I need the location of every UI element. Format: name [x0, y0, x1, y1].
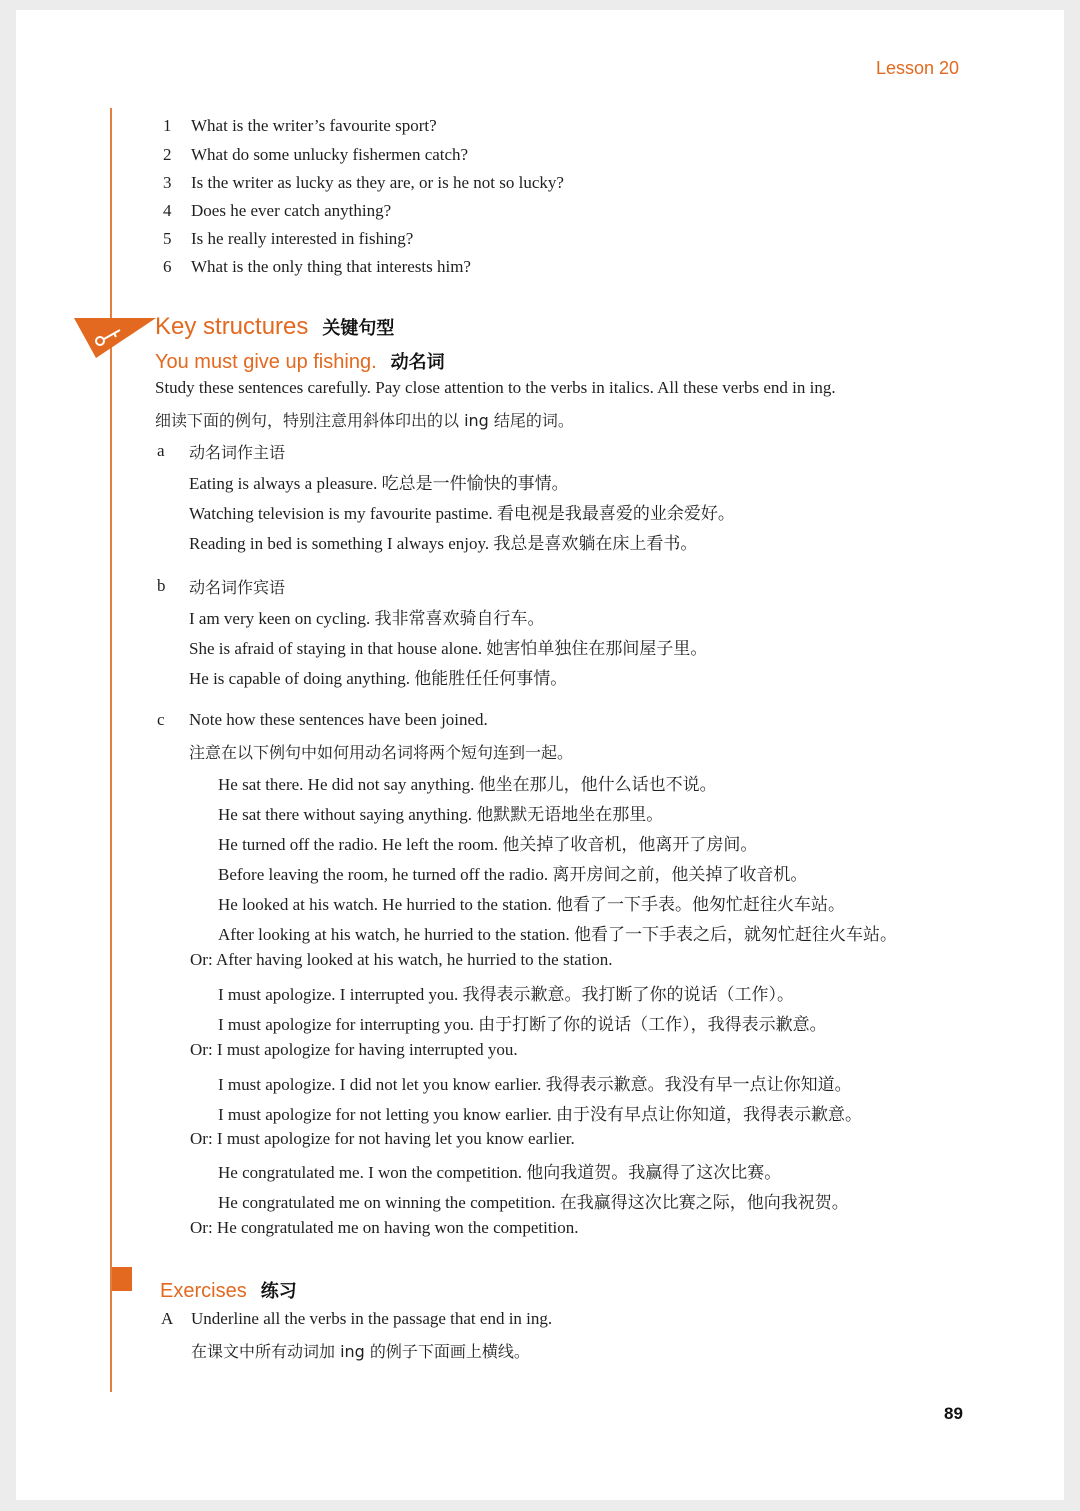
example-sentence: Watching television is my favourite pastime. 看电视是我最喜爱的业余爱好。 — [189, 504, 735, 523]
section-a-title: 动名词作主语 — [189, 443, 286, 462]
example-sentence: Eating is always a pleasure. 吃总是一件愉快的事情。 — [189, 474, 569, 493]
intro-text: Study these sentences carefully. Pay close attention to the verbs in italics. All these verbs end in ing. — [155, 378, 836, 397]
section-a-letter: a — [157, 441, 165, 460]
example-sentence: He turned off the radio. He left the room. 他关掉了收音机，他离开了房间。 — [218, 835, 758, 854]
example-sentence: He congratulated me. I won the competition. 他向我道贺。我赢得了这次比赛。 — [218, 1163, 782, 1182]
question-item: 4 Does he ever catch anything? — [163, 201, 392, 220]
example-sentence: After looking at his watch, he hurried to the station. 他看了一下手表之后，就匆忙赶往火车站。 — [218, 925, 897, 944]
alternative-sentence: Or: He congratulated me on having won the competition. — [190, 1218, 579, 1237]
section-b-title: 动名词作宾语 — [189, 578, 286, 597]
question-item: 2 What do some unlucky fishermen catch? — [163, 145, 469, 164]
example-sentence: She is afraid of staying in that house alone. 她害怕单独住在那间屋子里。 — [189, 639, 708, 658]
example-sentence: I am very keen on cycling. 我非常喜欢骑自行车。 — [189, 609, 545, 628]
example-sentence: He is capable of doing anything. 他能胜任任何事情。 — [189, 669, 568, 688]
example-sentence: I must apologize for interrupting you. 由于打断了你的说话（工作），我得表示歉意。 — [218, 1015, 827, 1034]
example-sentence: Before leaving the room, he turned off the radio. 离开房间之前，他关掉了收音机。 — [218, 865, 808, 884]
example-sentence: He looked at his watch. He hurried to the station. 他看了一下手表。他匆忙赶往火车站。 — [218, 895, 846, 914]
exercise-instruction-zh: 在课文中所有动词加 ing 的例子下面画上横线。 — [191, 1342, 530, 1361]
example-sentence: I must apologize. I interrupted you. 我得表示歉意。我打断了你的说话（工作）。 — [218, 985, 795, 1004]
intro-text-zh: 细读下面的例句，特别注意用斜体印出的以 ing 结尾的词。 — [155, 411, 574, 430]
example-sentence: He sat there. He did not say anything. 他坐在那儿，他什么话也不说。 — [218, 775, 717, 794]
question-item: 6 What is the only thing that interests him? — [163, 257, 471, 276]
exercises-heading: Exercises 练习 — [160, 1280, 297, 1302]
margin-rule — [110, 108, 112, 1392]
question-item: 1 What is the writer’s favourite sport? — [163, 116, 437, 135]
example-sentence: I must apologize. I did not let you know earlier. 我得表示歉意。我没有早一点让你知道。 — [218, 1075, 852, 1094]
example-sentence: He sat there without saying anything. 他默默无语地坐在那里。 — [218, 805, 664, 824]
example-sentence: I must apologize for not letting you know earlier. 由于没有早点让你知道，我得表示歉意。 — [218, 1105, 863, 1124]
section-c-title-zh: 注意在以下例句中如何用动名词将两个短句连到一起。 — [189, 743, 574, 762]
exercise-instruction: Underline all the verbs in the passage that end in ing. — [191, 1309, 553, 1328]
example-sentence: He congratulated me on winning the competition. 在我赢得这次比赛之际，他向我祝贺。 — [218, 1193, 849, 1212]
section-c-letter: c — [157, 710, 165, 729]
question-item: 5 Is he really interested in fishing? — [163, 229, 414, 248]
alternative-sentence: Or: I must apologize for having interrupted you. — [190, 1040, 518, 1059]
exercises-marker — [112, 1267, 132, 1291]
key-marker-icon — [74, 318, 156, 360]
lesson-label: Lesson 20 — [876, 58, 960, 78]
section-c-title: Note how these sentences have been joined. — [189, 710, 488, 729]
key-structures-subtitle: You must give up fishing. 动名词 — [155, 351, 445, 373]
section-b-letter: b — [157, 576, 166, 595]
example-sentence: Reading in bed is something I always enjoy. 我总是喜欢躺在床上看书。 — [189, 534, 698, 553]
question-item: 3 Is the writer as lucky as they are, or is he not so lucky? — [163, 173, 564, 192]
key-structures-heading: Key structures 关键句型 — [155, 313, 395, 340]
exercise-letter: A — [161, 1309, 174, 1328]
alternative-sentence: Or: After having looked at his watch, he hurried to the station. — [190, 950, 613, 969]
page-number: 89 — [944, 1404, 963, 1423]
alternative-sentence: Or: I must apologize for not having let you know earlier. — [190, 1129, 575, 1148]
